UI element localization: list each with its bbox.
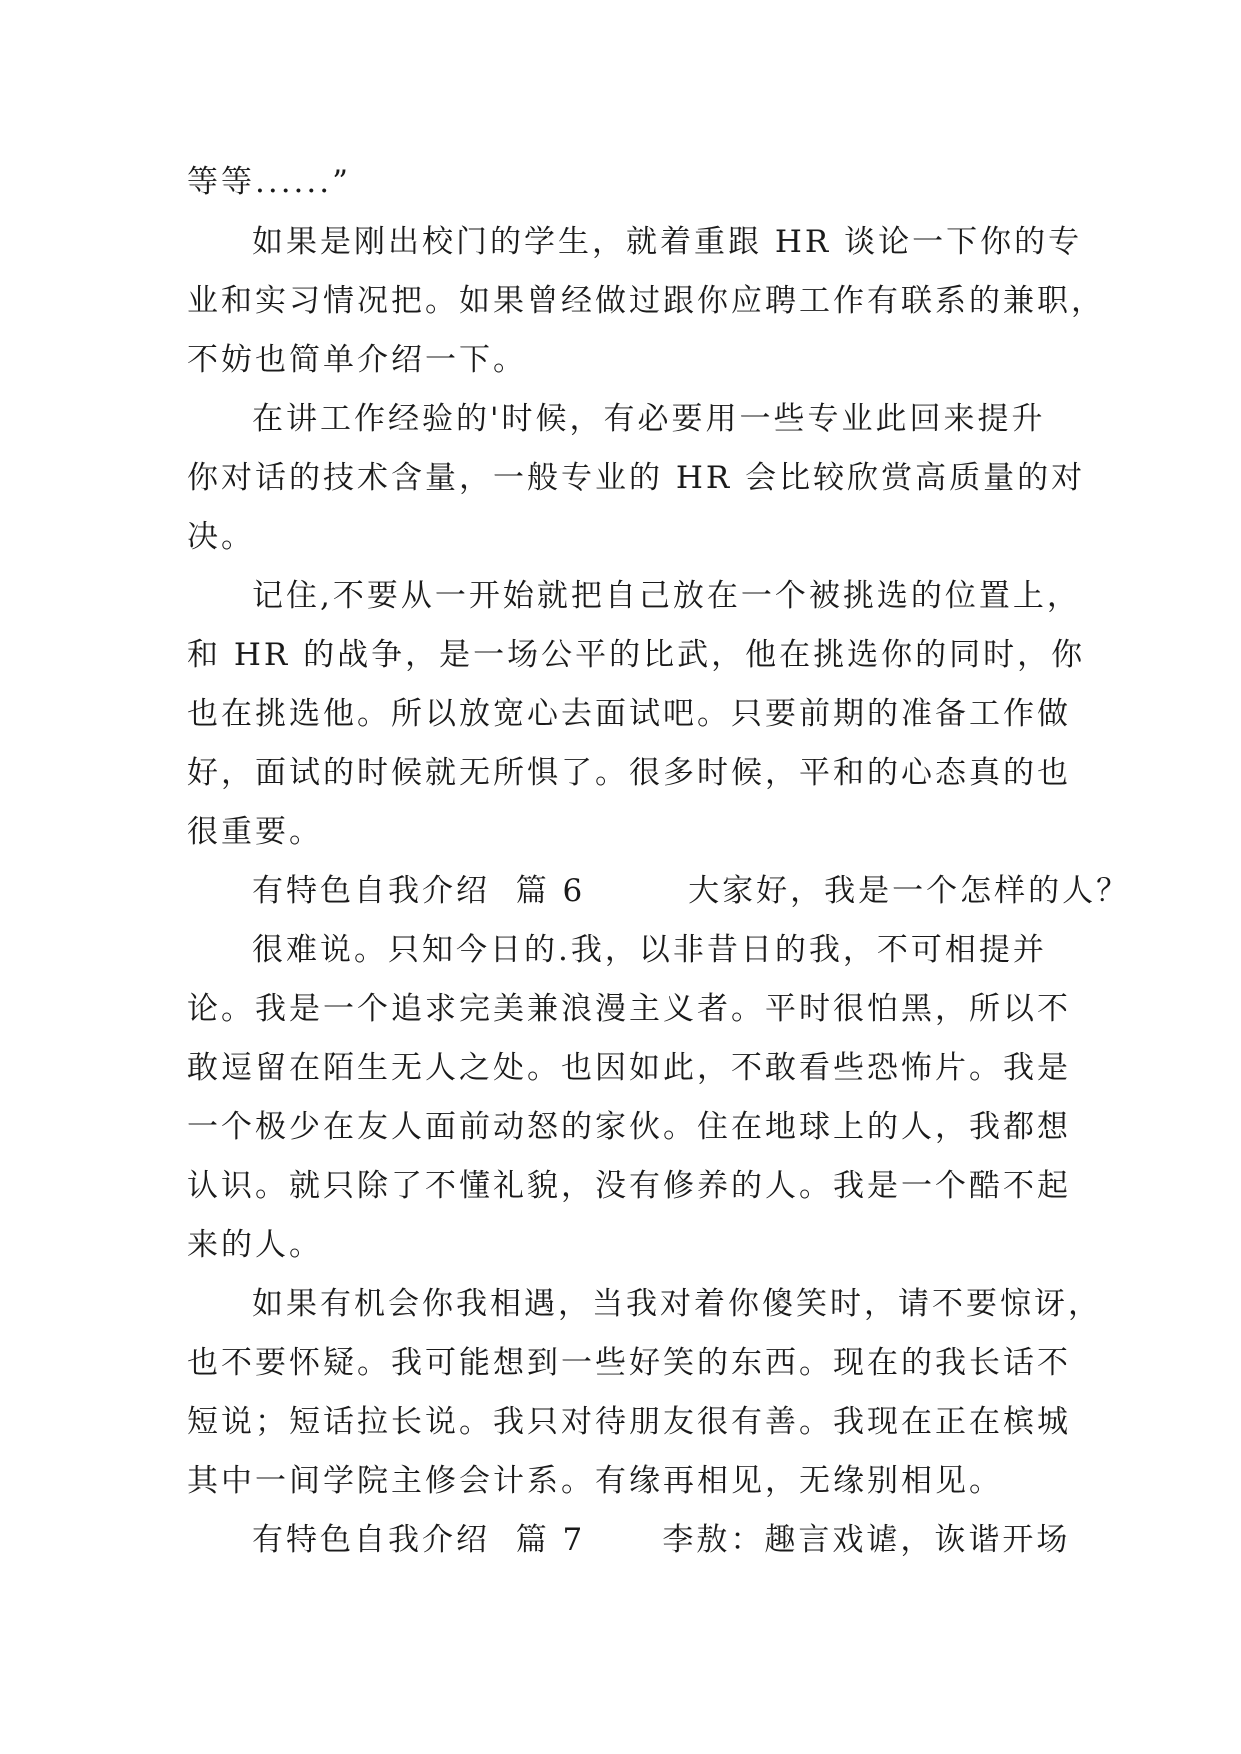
text-line: 如果是刚出校门的学生，就着重跟 HR 谈论一下你的专 [252,224,1083,260]
text-line: 来的人。 [187,1227,323,1263]
text-line: 决。 [187,519,255,555]
text-line: 很难说。只知今日的.我，以非昔日的我，不可相提并 [252,932,1047,968]
text-line: 也在挑选他。所以放宽心去面试吧。只要前期的准备工作做 [187,696,1071,732]
text-line: 如果有机会你我相遇，当我对着你傻笑时，请不要惊讶， [252,1286,1102,1322]
text-line: 敢逗留在陌生无人之处。也因如此，不敢看些恐怖片。我是 [187,1050,1071,1086]
text-line: 认识。就只除了不懂礼貌，没有修养的人。我是一个酷不起 [187,1168,1071,1204]
text-line: 和 HR 的战争，是一场公平的比武，他在挑选你的同时，你 [187,637,1086,673]
text-line: 业和实习情况把。如果曾经做过跟你应聘工作有联系的兼职， [187,283,1105,319]
text-line: 论。我是一个追求完美兼浪漫主义者。平时很怕黑，所以不 [187,991,1071,1027]
text-line: 其中一间学院主修会计系。有缘再相见，无缘别相见。 [187,1463,1003,1499]
text-line: 在讲工作经验的'时候，有必要用一些专业此回来提升 [252,401,1046,437]
text-line: 好，面试的时候就无所惧了。很多时候，平和的心态真的也 [187,755,1071,791]
text-line: 记住,不要从一开始就把自己放在一个被挑选的位置上， [252,578,1081,614]
text-line: 一个极少在友人面前动怒的家伙。住在地球上的人，我都想 [187,1109,1071,1145]
text-line: 等等......” [187,164,351,200]
text-line: 也不要怀疑。我可能想到一些好笑的东西。现在的我长话不 [187,1345,1071,1381]
text-line: 不妨也简单介绍一下。 [187,342,527,378]
text-line: 短说；短话拉长说。我只对待朋友很有善。我现在正在槟城 [187,1404,1071,1440]
section-heading-line: 有特色自我介绍 篇 7 李敖：趣言戏谑，诙谐开场 [252,1522,1071,1558]
section-heading-line: 有特色自我介绍 篇 6 大家好，我是一个怎样的人？ [252,873,1131,909]
text-line: 很重要。 [187,814,323,850]
text-line: 你对话的技术含量，一般专业的 HR 会比较欣赏高质量的对 [187,460,1086,496]
